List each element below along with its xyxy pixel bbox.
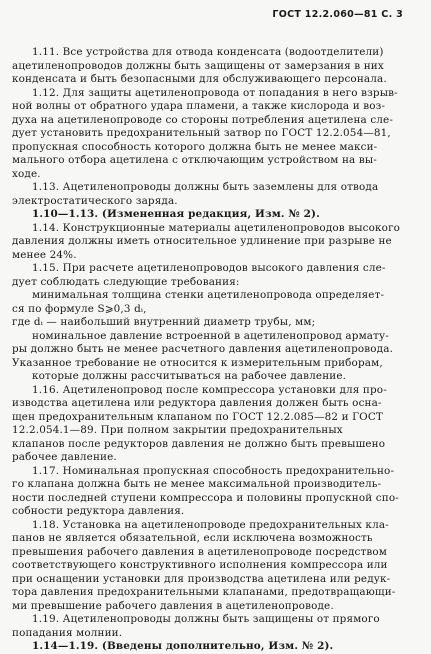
text-line: 12.2.054.1—89. При полном закрытии предохранительных [12,424,343,436]
amendment-line: 1.10—1.13. (Измененная редакция, Изм. № 2). [32,208,320,220]
text-line: Указанное требование не относится к измерительным приборам, [12,356,383,369]
paragraph-1-13 [12,181,410,208]
text-line: которые должны рассчитываться на рабочее давление. [32,370,347,382]
text-line: ности последней ступени компрессора и половины пропускной спо- [12,491,399,504]
text-line: давления должны иметь относительное удлинение при разрыве не [12,235,392,247]
text-line: духа на ацетиленопроводе со стороны потребления ацетилена сле- [12,113,394,126]
text-line: при оснащении установки для производства ацетилена или редук- [12,572,391,585]
text-line: 1.17. Номинальная пропускная способность предохранительно- [32,464,395,477]
amendment-note-1-10-1-13 [12,208,410,222]
text-line: собности редуктора давления. [12,505,185,517]
paragraph-1-16 [12,384,410,465]
text-line: где dᵢ — наибольший внутренний диаметр трубы, мм; [12,316,316,328]
text-line: 1.18. Установка на ацетиленопроводе предохранительных кла- [32,518,389,531]
text-line: ся по формуле S⩾0,3 dᵢ, [12,302,147,315]
paragraph-1-19 [12,613,410,640]
text-line: ры должно быть не менее расчетного давления ацетиленопровода. [12,343,394,355]
text-line: менее 24%. [12,248,77,261]
text-line: ацетиленопроводов должны быть защищены от замерзания в них [12,59,384,72]
text-line: ходе. [12,167,41,180]
text-line: попадания молнии. [12,626,123,639]
text-line: дует соблюдать следующие требования: [12,275,240,288]
paragraph-1-15 [12,262,410,384]
text-line: 1.12. Для защиты ацетиленопровода от попадания в него взрыв- [32,86,398,99]
text-line: го клапана должна быть не менее максимальной производитель- [12,478,382,490]
text-line: минимальная толщина стенки ацетиленопровода определяет- [32,289,385,301]
text-line: тора давления предохранительными клапанами, предотвращающи- [12,586,396,598]
text-line: щен предохранительным клапаном по ГОСТ 12.2.085—82 и ГОСТ [12,410,383,423]
text-line: 1.11. Все устройства для отвода конденсата (водоотделители) [32,46,384,58]
paragraph-1-17 [12,465,410,519]
text-line: изводства ацетилена или редуктора давления должен быть осна- [12,397,382,409]
text-line: 1.13. Ацетиленопроводы должны быть заземлены для отвода [32,181,379,193]
text-line: 1.19. Ацетиленопроводы должны быть защищены от прямого [32,613,380,625]
paragraph-1-12 [12,87,410,182]
text-line: электростатического заряда. [12,194,178,207]
paragraph-1-11 [12,46,410,87]
text-line: пропускная способность которого должна быть не менее макси- [12,140,378,153]
text-line: конденсата и быть безопасными для обслуживающего персонала. [12,73,387,85]
text-line: 1.16. Ацетиленопровод после компрессора установки для про- [32,383,387,396]
text-line: превышения рабочего давления в ацетиленопроводе посредством [12,545,388,558]
text-line: ми превышение рабочего давления в ацетиленопроводе. [12,599,334,612]
text-line: дует установить предохранительный затвор по ГОСТ 12.2.054—81, [12,127,391,139]
text-line: панов не является обязательной, если исключена возможность [12,532,373,544]
text-line: рабочее давление. [12,451,117,463]
text-line: мального отбора ацетилена с отключающим устройством на вы- [12,154,377,166]
amendment-line: 1.14—1.19. (Введены дополнительно, Изм. № 2). [32,640,334,652]
text-line: соответствующего конструктивного исполнения компрессора или [12,559,388,571]
text-line: 1.15. При расчете ацетиленопроводов высокого давления сле- [32,262,386,274]
text-line: клапанов после редукторов давления не должно быть превышено [12,437,386,450]
paragraph-1-18 [12,519,410,614]
text-line: ной волны от обратного удара пламени, а также кислорода и воз- [12,100,386,112]
document-body [12,46,410,654]
text-line: номинальное давление встроенной в ацетиленопровод армату- [32,329,389,342]
page-header: ГОСТ 12.2.060—81 С. 3 [272,9,403,20]
paragraph-1-14 [12,222,410,263]
text-line: 1.14. Конструкционные материалы ацетиленопроводов высокого [32,221,401,234]
